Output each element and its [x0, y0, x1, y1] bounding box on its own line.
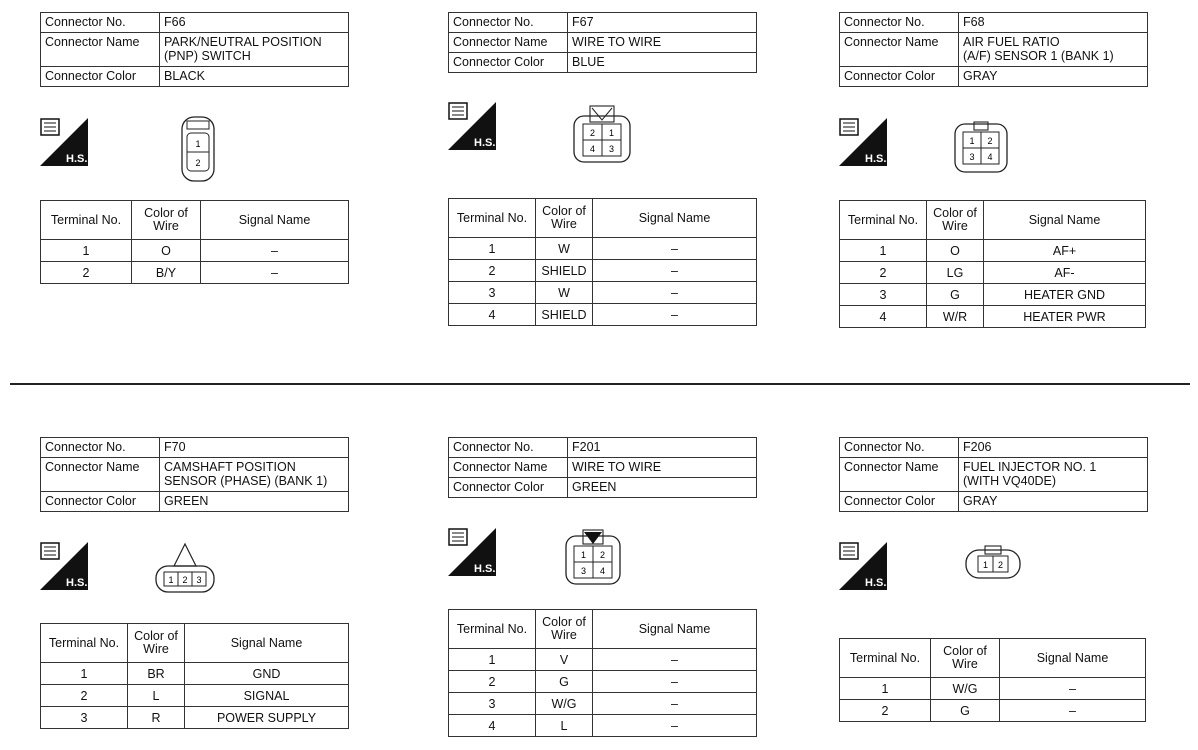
- terminal-table: [448, 198, 757, 326]
- svg-text:H.S.: H.S.: [66, 153, 88, 165]
- terminal-no-header: Terminal No.: [449, 610, 536, 649]
- connector-name-label: Connector Name: [449, 458, 568, 478]
- signal-name: HEATER GND: [984, 284, 1146, 306]
- connector-f206-terminals: [839, 638, 1146, 722]
- signal-name: –: [593, 282, 757, 304]
- connector-no-value: F68: [959, 13, 1148, 33]
- connector-color-label: Connector Color: [41, 492, 160, 512]
- signal-name: –: [201, 240, 349, 262]
- signal-name-header: Signal Name: [201, 201, 349, 240]
- connector-no-value: F70: [160, 438, 349, 458]
- terminal-no: 1: [449, 649, 536, 671]
- terminal-no: 4: [449, 715, 536, 737]
- svg-text:4: 4: [589, 144, 596, 154]
- table-row: [449, 671, 757, 693]
- table-row: [449, 260, 757, 282]
- terminal-no: 2: [840, 700, 931, 722]
- wire-color: LG: [927, 262, 984, 284]
- connector-f201-terminals: [448, 609, 757, 737]
- svg-text:1: 1: [969, 136, 975, 146]
- connector-name-value: CAMSHAFT POSITION SENSOR (PHASE) (BANK 1): [160, 458, 349, 492]
- connector-name-label: Connector Name: [41, 458, 160, 492]
- wire-color-header: Color of Wire: [132, 201, 201, 240]
- signal-name: HEATER PWR: [984, 306, 1146, 328]
- signal-name: –: [1000, 678, 1146, 700]
- connector-color-value: GREEN: [568, 478, 757, 498]
- svg-text:3: 3: [580, 566, 587, 576]
- terminal-no-header: Terminal No.: [840, 201, 927, 240]
- svg-text:H.S.: H.S.: [865, 153, 887, 165]
- signal-name: GND: [185, 663, 349, 685]
- connector-f70-terminals: [40, 623, 349, 729]
- svg-text:1: 1: [982, 560, 989, 570]
- connector-info-table: [839, 12, 1148, 87]
- wire-color: W: [536, 238, 593, 260]
- terminal-no: 2: [41, 262, 132, 284]
- signal-name: –: [593, 304, 757, 326]
- svg-text:4: 4: [987, 152, 993, 162]
- connector-name-label: Connector Name: [41, 33, 160, 67]
- terminal-no: 2: [840, 262, 927, 284]
- terminal-no: 3: [41, 707, 128, 729]
- wire-color-header: Color of Wire: [536, 199, 593, 238]
- wire-color: O: [927, 240, 984, 262]
- signal-name: POWER SUPPLY: [185, 707, 349, 729]
- svg-text:2: 2: [589, 128, 596, 138]
- table-row: [449, 282, 757, 304]
- table-row: [449, 693, 757, 715]
- connector-f66-terminals: [40, 200, 349, 284]
- signal-name: –: [593, 238, 757, 260]
- connector-f67-info: [448, 12, 757, 73]
- table-row: [41, 685, 349, 707]
- signal-name: –: [593, 671, 757, 693]
- svg-text:4: 4: [599, 566, 606, 576]
- connector-color-value: BLUE: [568, 53, 757, 73]
- wire-color-header: Color of Wire: [927, 201, 984, 240]
- wire-color: SHIELD: [536, 304, 593, 326]
- wire-color: W: [536, 282, 593, 304]
- connector-f66-info: [40, 12, 349, 87]
- connector-color-label: Connector Color: [840, 492, 959, 512]
- hs-icon: [839, 542, 887, 590]
- signal-name: AF-: [984, 262, 1146, 284]
- terminal-no: 4: [840, 306, 927, 328]
- connector-color-value: BLACK: [160, 67, 349, 87]
- connector-info-table: [40, 437, 349, 512]
- signal-name-header: Signal Name: [984, 201, 1146, 240]
- terminal-table: [839, 638, 1146, 722]
- terminal-no: 3: [449, 693, 536, 715]
- connector-color-label: Connector Color: [840, 67, 959, 87]
- connector-name-value: AIR FUEL RATIO (A/F) SENSOR 1 (BANK 1): [959, 33, 1148, 67]
- connector-face-3pin: [152, 540, 218, 596]
- terminal-no: 3: [840, 284, 927, 306]
- table-row: [449, 238, 757, 260]
- wire-color-header: Color of Wire: [128, 624, 185, 663]
- svg-text:2: 2: [987, 136, 993, 146]
- signal-name-header: Signal Name: [185, 624, 349, 663]
- wire-color-header: Color of Wire: [536, 610, 593, 649]
- wire-color: L: [536, 715, 593, 737]
- connector-color-value: GREEN: [160, 492, 349, 512]
- svg-text:1: 1: [195, 139, 201, 149]
- connector-name-label: Connector Name: [449, 33, 568, 53]
- svg-text:1: 1: [608, 128, 615, 138]
- table-row: [41, 663, 349, 685]
- svg-text:1: 1: [168, 575, 174, 585]
- terminal-no-header: Terminal No.: [41, 624, 128, 663]
- hs-icon: [40, 542, 88, 590]
- terminal-table: [448, 609, 757, 737]
- terminal-no: 2: [449, 260, 536, 282]
- connector-color-value: GRAY: [959, 492, 1148, 512]
- signal-name: –: [201, 262, 349, 284]
- connector-no-label: Connector No.: [840, 13, 959, 33]
- connector-f201-info: [448, 437, 757, 498]
- signal-name: –: [1000, 700, 1146, 722]
- table-row: [840, 306, 1146, 328]
- wire-color-header: Color of Wire: [931, 639, 1000, 678]
- terminal-no: 1: [41, 240, 132, 262]
- svg-text:2: 2: [195, 158, 201, 168]
- terminal-no: 1: [449, 238, 536, 260]
- terminal-table: [40, 200, 349, 284]
- terminal-table: [839, 200, 1146, 328]
- svg-text:3: 3: [608, 144, 615, 154]
- hs-icon: [448, 102, 496, 150]
- terminal-no-header: Terminal No.: [41, 201, 132, 240]
- table-row: [449, 649, 757, 671]
- connector-name-value: FUEL INJECTOR NO. 1 (WITH VQ40DE): [959, 458, 1148, 492]
- table-row: [449, 304, 757, 326]
- table-row: [41, 707, 349, 729]
- connector-face-2pin: [962, 542, 1024, 582]
- terminal-no: 1: [41, 663, 128, 685]
- connector-no-value: F201: [568, 438, 757, 458]
- table-row: [449, 715, 757, 737]
- signal-name-header: Signal Name: [593, 199, 757, 238]
- wire-color: L: [128, 685, 185, 707]
- connector-f68-info: [839, 12, 1148, 87]
- table-row: [840, 284, 1146, 306]
- connector-name-value: PARK/NEUTRAL POSITION (PNP) SWITCH: [160, 33, 349, 67]
- section-divider: [10, 383, 1190, 385]
- connector-name-value: WIRE TO WIRE: [568, 33, 757, 53]
- wire-color: BR: [128, 663, 185, 685]
- terminal-no: 4: [449, 304, 536, 326]
- table-row: [840, 700, 1146, 722]
- signal-name-header: Signal Name: [593, 610, 757, 649]
- connector-f206-info: [839, 437, 1148, 512]
- wire-color: SHIELD: [536, 260, 593, 282]
- connector-face-4pin: [952, 118, 1010, 176]
- wire-color: O: [132, 240, 201, 262]
- table-row: [41, 262, 349, 284]
- terminal-no: 1: [840, 240, 927, 262]
- table-row: [840, 678, 1146, 700]
- connector-color-label: Connector Color: [449, 478, 568, 498]
- connector-name-label: Connector Name: [840, 458, 959, 492]
- table-row: [840, 262, 1146, 284]
- svg-text:3: 3: [196, 575, 202, 585]
- connector-f67-terminals: [448, 198, 757, 326]
- signal-name: SIGNAL: [185, 685, 349, 707]
- svg-text:H.S.: H.S.: [66, 577, 88, 589]
- svg-text:H.S.: H.S.: [474, 137, 496, 149]
- wire-color: G: [536, 671, 593, 693]
- signal-name: –: [593, 715, 757, 737]
- svg-text:3: 3: [969, 152, 975, 162]
- connector-info-table: [448, 12, 757, 73]
- terminal-table: [40, 623, 349, 729]
- connector-no-label: Connector No.: [449, 13, 568, 33]
- connector-info-table: [40, 12, 349, 87]
- terminal-no: 1: [840, 678, 931, 700]
- signal-name: –: [593, 260, 757, 282]
- connector-info-table: [448, 437, 757, 498]
- signal-name-header: Signal Name: [1000, 639, 1146, 678]
- wire-color: G: [927, 284, 984, 306]
- connector-no-value: F67: [568, 13, 757, 33]
- hs-icon: [40, 118, 88, 166]
- wire-color: W/R: [927, 306, 984, 328]
- terminal-no-header: Terminal No.: [840, 639, 931, 678]
- connector-no-label: Connector No.: [41, 438, 160, 458]
- connector-no-label: Connector No.: [840, 438, 959, 458]
- connector-f70-info: [40, 437, 349, 512]
- signal-name: –: [593, 649, 757, 671]
- wire-color: G: [931, 700, 1000, 722]
- hs-icon: [839, 118, 887, 166]
- signal-name: AF+: [984, 240, 1146, 262]
- terminal-no: 3: [449, 282, 536, 304]
- connector-no-value: F206: [959, 438, 1148, 458]
- connector-face-2pin: [178, 113, 218, 185]
- svg-text:2: 2: [182, 575, 188, 585]
- connector-face-4pin: [562, 526, 624, 588]
- terminal-no: 2: [449, 671, 536, 693]
- hs-icon: [448, 528, 496, 576]
- wire-color: V: [536, 649, 593, 671]
- table-row: [840, 240, 1146, 262]
- svg-text:H.S.: H.S.: [474, 563, 496, 575]
- connector-no-value: F66: [160, 13, 349, 33]
- connector-color-label: Connector Color: [449, 53, 568, 73]
- terminal-no: 2: [41, 685, 128, 707]
- svg-text:H.S.: H.S.: [865, 577, 887, 589]
- wire-color: W/G: [536, 693, 593, 715]
- wire-color: W/G: [931, 678, 1000, 700]
- connector-no-label: Connector No.: [41, 13, 160, 33]
- signal-name: –: [593, 693, 757, 715]
- connector-color-label: Connector Color: [41, 67, 160, 87]
- wire-color: B/Y: [132, 262, 201, 284]
- wire-color: R: [128, 707, 185, 729]
- table-row: [41, 240, 349, 262]
- svg-text:1: 1: [580, 550, 587, 560]
- svg-text:2: 2: [997, 560, 1004, 570]
- connector-f68-terminals: [839, 200, 1146, 328]
- connector-info-table: [839, 437, 1148, 512]
- connector-color-value: GRAY: [959, 67, 1148, 87]
- connector-face-4pin: [570, 100, 634, 166]
- terminal-no-header: Terminal No.: [449, 199, 536, 238]
- connector-no-label: Connector No.: [449, 438, 568, 458]
- connector-name-label: Connector Name: [840, 33, 959, 67]
- svg-text:2: 2: [599, 550, 606, 560]
- connector-name-value: WIRE TO WIRE: [568, 458, 757, 478]
